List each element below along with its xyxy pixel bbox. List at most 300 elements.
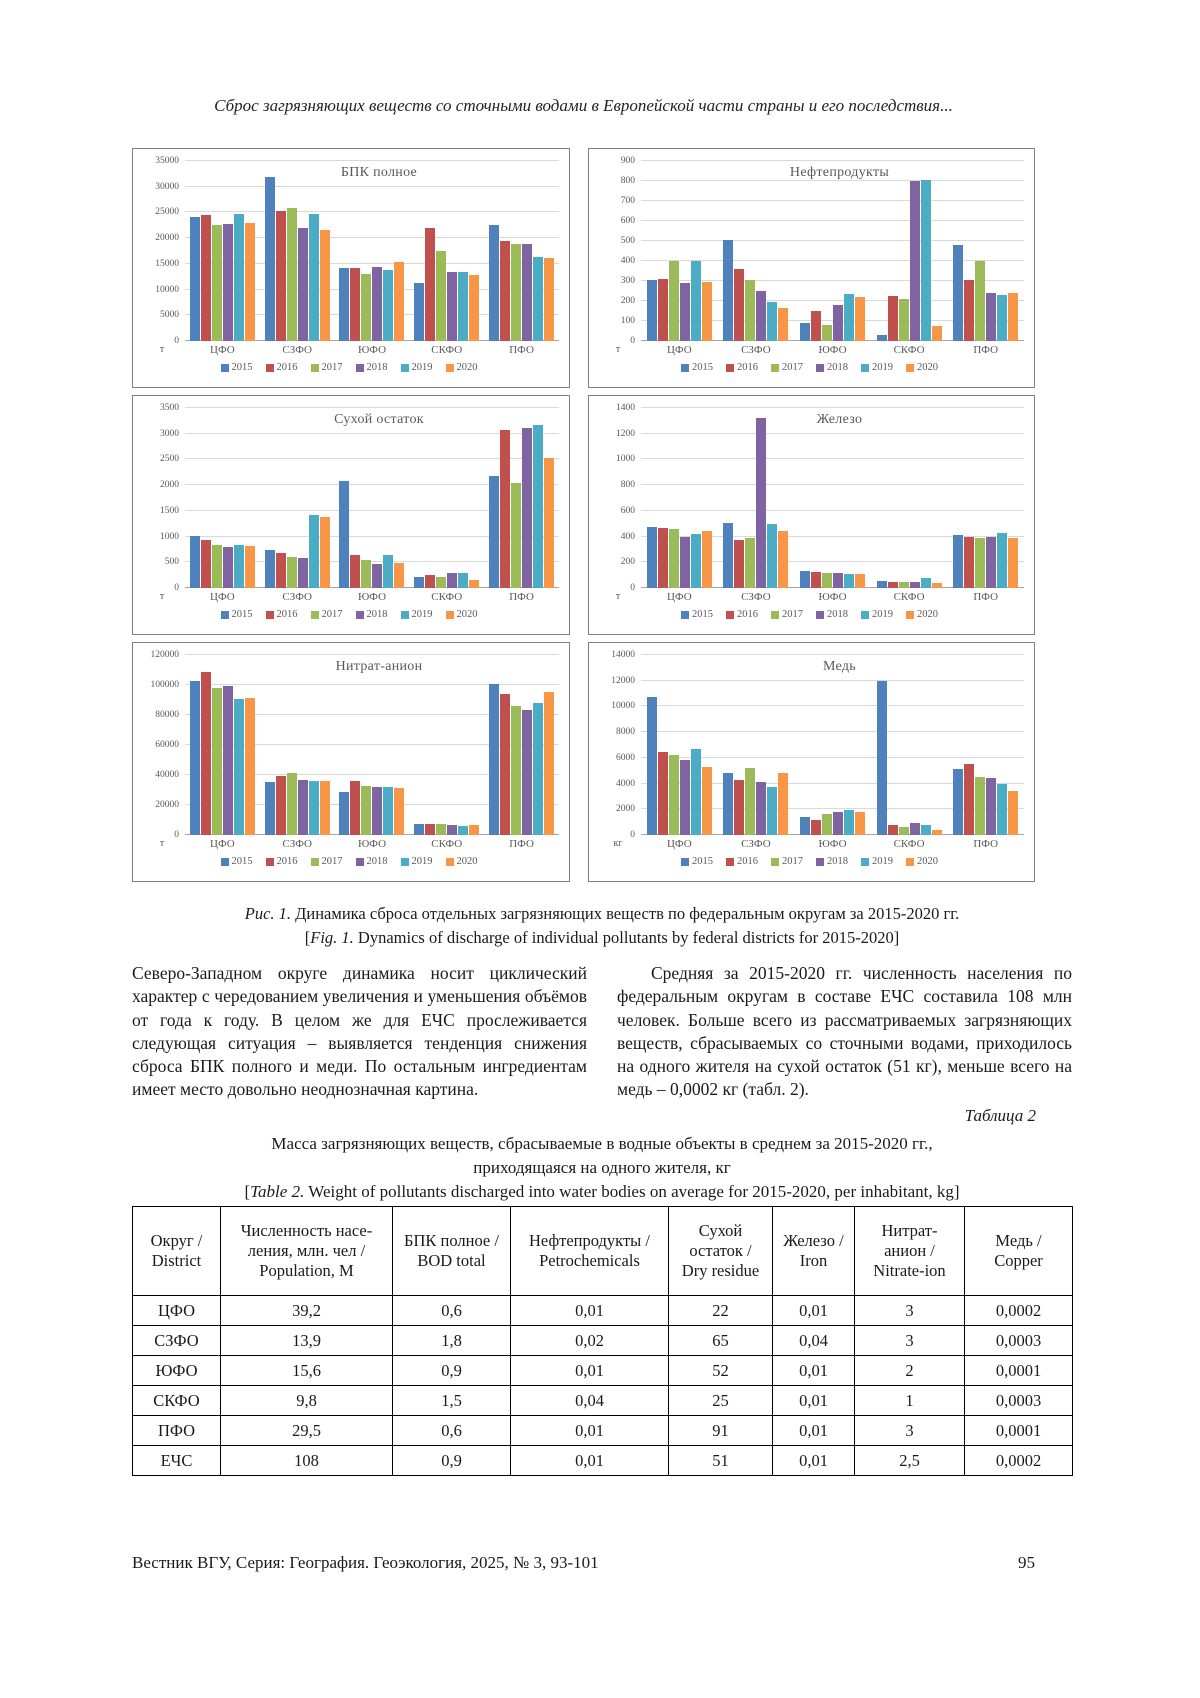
bar-group-ПФО <box>484 408 559 588</box>
legend-item <box>221 609 253 620</box>
legend-label: 2019 <box>872 362 893 373</box>
table-header <box>133 1207 1073 1296</box>
table-cell: 0,01 <box>773 1386 855 1416</box>
legend-swatch <box>356 858 364 866</box>
y-axis <box>595 403 641 593</box>
y-tick-label: 0 <box>174 336 179 346</box>
bar-groups <box>185 655 559 835</box>
bar-group-СКФО <box>409 161 484 341</box>
figure-caption-en-open: [ <box>304 927 311 947</box>
bar-2015 <box>723 523 733 588</box>
bar-2018 <box>756 418 766 588</box>
bar-2018 <box>522 244 532 341</box>
bar-2016 <box>734 269 744 341</box>
table-cell: 0,01 <box>511 1416 669 1446</box>
table-cell: 3 <box>855 1296 965 1326</box>
x-category-label: ЦФО <box>210 838 235 850</box>
bar-2016 <box>658 528 668 588</box>
table-cell: 25 <box>669 1386 773 1416</box>
bar-2018 <box>756 291 766 341</box>
bar-2017 <box>745 280 755 341</box>
figure-caption-en <box>132 926 1072 950</box>
axis-unit-label: т <box>615 344 621 355</box>
legend-swatch <box>356 611 364 619</box>
x-axis-labels <box>185 838 559 850</box>
legend-label: 2019 <box>872 609 893 620</box>
bar-2020 <box>702 767 712 835</box>
bar-2016 <box>734 540 744 588</box>
body-text <box>132 962 1072 1102</box>
bar-groups <box>185 161 559 341</box>
table-cell: 15,6 <box>221 1356 393 1386</box>
chart-title: Железо <box>816 412 863 427</box>
bar-2020 <box>702 531 712 588</box>
bar-2017 <box>511 244 521 341</box>
legend-item <box>311 856 343 867</box>
legend-item <box>816 362 848 373</box>
bar-2017 <box>669 261 679 341</box>
bar-2016 <box>500 694 510 835</box>
bar-2019 <box>691 534 701 588</box>
legend-swatch <box>446 858 454 866</box>
table-header-cell: Железо / Iron <box>773 1207 855 1296</box>
y-tick-label: 6000 <box>616 752 635 763</box>
y-axis <box>139 156 185 346</box>
bar-group-ЦФО <box>641 408 718 588</box>
x-category-label: ПФО <box>973 591 999 603</box>
bar-2017 <box>822 325 832 341</box>
legend-label: 2019 <box>411 609 433 620</box>
bar-2020 <box>469 580 479 588</box>
bar-2015 <box>414 283 424 341</box>
bar-2018 <box>298 558 308 588</box>
bar-2017 <box>975 261 985 341</box>
y-tick-label: 120000 <box>150 650 179 660</box>
x-category-label: СЗФО <box>741 838 771 850</box>
bar-groups <box>641 655 1024 835</box>
bar-2020 <box>394 262 404 341</box>
bar-group-ЮФО <box>794 161 871 341</box>
x-category-label: ПФО <box>973 344 999 356</box>
x-category-label: ЦФО <box>666 344 692 356</box>
bar-2019 <box>383 555 393 588</box>
table-cell: 0,9 <box>393 1356 511 1386</box>
bar-2016 <box>888 296 898 341</box>
legend-swatch <box>726 364 734 372</box>
table-cell: 65 <box>669 1326 773 1356</box>
bar-2015 <box>265 550 275 588</box>
table-cell: 1,5 <box>393 1386 511 1416</box>
bar-2016 <box>276 776 286 835</box>
chart-legend <box>595 362 1024 373</box>
legend-label: 2020 <box>917 609 938 620</box>
bar-2015 <box>800 323 810 341</box>
bar-2020 <box>932 830 942 835</box>
bar-2016 <box>811 820 821 835</box>
legend-label: 2015 <box>692 856 713 867</box>
bar-2017 <box>361 560 371 588</box>
bar-group-ПФО <box>947 655 1024 835</box>
bar-groups <box>641 161 1024 341</box>
bar-group-ЮФО <box>335 408 410 588</box>
legend-label: 2020 <box>456 856 478 867</box>
bar-2017 <box>287 557 297 588</box>
bar-2020 <box>778 308 788 341</box>
legend-label: 2018 <box>827 609 848 620</box>
bar-group-СЗФО <box>718 161 795 341</box>
bar-2016 <box>425 824 435 835</box>
legend-swatch <box>771 858 779 866</box>
bar-2015 <box>723 773 733 835</box>
x-category-label: СКФО <box>431 838 463 850</box>
figure-1-charts <box>132 148 1035 882</box>
bar-2017 <box>287 773 297 835</box>
figure-caption <box>132 902 1072 950</box>
bar-2019 <box>767 302 777 341</box>
bar-2017 <box>287 208 297 341</box>
legend-item <box>266 609 298 620</box>
x-category-label: СЗФО <box>741 344 771 356</box>
chart-title: Медь <box>822 659 856 674</box>
bar-2015 <box>265 782 275 835</box>
legend-swatch <box>726 858 734 866</box>
y-tick-label: 1500 <box>160 505 179 516</box>
bar-group-ЦФО <box>641 161 718 341</box>
table-cell: 0,01 <box>773 1416 855 1446</box>
legend-item <box>726 856 758 867</box>
legend-item <box>446 609 478 620</box>
chart-legend <box>139 856 559 867</box>
bar-2017 <box>212 545 222 588</box>
table-2-title-ru-line2: приходящаяся на одного жителя, кг <box>473 1157 731 1177</box>
legend-label: 2016 <box>276 609 298 620</box>
x-axis-labels <box>641 591 1024 603</box>
bar-2017 <box>822 814 832 835</box>
legend-label: 2015 <box>231 856 253 867</box>
bar-group-СКФО <box>409 408 484 588</box>
bar-2019 <box>997 784 1007 835</box>
table-cell: 0,0001 <box>965 1416 1073 1446</box>
body-right-column: Средняя за 2015-2020 гг. численность населения по федеральным округам в составе ЕЧС составила 108 млн человек. Больше всего из рассматриваемых загрязняющих веществ, сбрасываемых со сточными водами, приходилось на одного жителя на сухой остаток (51 кг), меньше всего на медь – 0,0002 кг (табл. 2). <box>617 963 1072 1100</box>
plot-area <box>185 161 559 341</box>
bar-2019 <box>691 749 701 835</box>
x-category-label: ЮФО <box>357 838 387 850</box>
x-category-label: ПФО <box>509 838 534 850</box>
bar-2015 <box>877 681 887 835</box>
x-category-label: СКФО <box>893 344 925 356</box>
table-cell: 1 <box>855 1386 965 1416</box>
table-cell: 0,02 <box>511 1326 669 1356</box>
bar-2015 <box>339 792 349 835</box>
y-tick-label: 3000 <box>160 428 179 439</box>
legend-item <box>816 609 848 620</box>
bar-2020 <box>544 458 554 588</box>
table-cell: 13,9 <box>221 1326 393 1356</box>
bar-2016 <box>350 781 360 835</box>
bar-2015 <box>800 817 810 835</box>
bar-2019 <box>458 826 468 835</box>
bar-2018 <box>986 778 996 835</box>
bar-2016 <box>425 575 435 588</box>
legend-label: 2016 <box>737 856 758 867</box>
y-axis <box>595 156 641 346</box>
bar-2017 <box>511 706 521 835</box>
legend-swatch <box>771 364 779 372</box>
bar-2015 <box>489 684 499 835</box>
bar-group-СКФО <box>871 655 948 835</box>
y-tick-label: 700 <box>620 196 635 206</box>
bar-2017 <box>899 827 909 835</box>
legend-swatch <box>861 364 869 372</box>
table-2-title-en-text: Weight of pollutants discharged into water bodies on average for 2015-2020, per inhabitant, kg] <box>304 1181 960 1201</box>
legend-item <box>221 362 253 373</box>
x-category-label: СЗФО <box>741 591 771 603</box>
bar-2018 <box>910 823 920 835</box>
table-cell: СЗФО <box>133 1326 221 1356</box>
bar-2015 <box>489 476 499 588</box>
legend-swatch <box>816 611 824 619</box>
bar-2016 <box>201 215 211 341</box>
bar-2020 <box>702 282 712 341</box>
bar-2019 <box>997 533 1007 588</box>
y-tick-label: 800 <box>620 176 635 186</box>
legend-item <box>861 856 893 867</box>
axis-unit-label: т <box>159 591 165 602</box>
legend-swatch <box>906 364 914 372</box>
legend-item <box>356 609 388 620</box>
bar-2015 <box>800 571 810 588</box>
body-left-column: Северо-Западном округе динамика носит циклический характер с чередованием увеличения и уменьшения объёмов от года к году. В целом же для ЕЧС прослеживается следующая ситуация – выявляется тенденция снижения сброса БПК полного и меди. По остальным ингредиентам имеет место довольно неоднозначная картина. <box>132 963 587 1100</box>
legend-item <box>816 856 848 867</box>
legend-item <box>446 362 478 373</box>
bar-2017 <box>436 577 446 588</box>
y-tick-label: 80000 <box>155 710 179 720</box>
legend-swatch <box>681 858 689 866</box>
bar-2019 <box>309 214 319 341</box>
y-tick-label: 0 <box>630 830 635 840</box>
bar-2016 <box>276 553 286 588</box>
bar-2015 <box>953 245 963 341</box>
bar-2020 <box>245 546 255 588</box>
table-header-cell: Медь / Copper <box>965 1207 1073 1296</box>
bar-2018 <box>910 181 920 341</box>
y-tick-label: 2500 <box>160 454 179 465</box>
bar-2018 <box>372 787 382 835</box>
y-axis <box>139 650 185 840</box>
table-cell: 0,01 <box>773 1296 855 1326</box>
y-tick-label: 3500 <box>160 403 179 413</box>
chart-nefteprodukty <box>588 148 1035 388</box>
bar-2017 <box>975 538 985 588</box>
table-cell: 39,2 <box>221 1296 393 1326</box>
table-header-cell: Нефтепродукты / Petrochemicals <box>511 1207 669 1296</box>
legend-label: 2020 <box>456 609 478 620</box>
bar-2017 <box>436 824 446 835</box>
table-header-cell: Нитрат- анион / Nitrate-ion <box>855 1207 965 1296</box>
bar-group-ЦФО <box>641 655 718 835</box>
bar-2017 <box>899 582 909 588</box>
legend-item <box>726 362 758 373</box>
table-cell: 2 <box>855 1356 965 1386</box>
axis-unit-label: кг <box>613 838 623 849</box>
bar-2020 <box>544 258 554 341</box>
table-cell: 0,9 <box>393 1446 511 1476</box>
bar-2018 <box>680 760 690 835</box>
legend-item <box>861 362 893 373</box>
bar-2015 <box>414 824 424 835</box>
x-category-label: СЗФО <box>282 344 312 356</box>
y-tick-label: 30000 <box>155 181 179 192</box>
y-tick-label: 2000 <box>616 804 635 815</box>
bar-group-ЮФО <box>335 655 410 835</box>
table-cell: ЕЧС <box>133 1446 221 1476</box>
table-header-cell: Численность насе- ления, млн. чел / Population, M <box>221 1207 393 1296</box>
legend-swatch <box>221 364 229 372</box>
table-cell: 0,01 <box>511 1446 669 1476</box>
bar-2016 <box>964 764 974 835</box>
chart-legend <box>595 856 1024 867</box>
table-cell: 3 <box>855 1326 965 1356</box>
x-axis-row <box>139 838 559 850</box>
y-tick-label: 600 <box>620 216 635 226</box>
bar-group-ПФО <box>947 161 1024 341</box>
bar-group-СЗФО <box>260 655 335 835</box>
table-cell: 1,8 <box>393 1326 511 1356</box>
bar-2015 <box>265 177 275 341</box>
bar-2019 <box>844 574 854 588</box>
x-category-label: ПФО <box>509 344 534 356</box>
legend-label: 2017 <box>782 609 803 620</box>
legend-swatch <box>861 611 869 619</box>
x-axis-row <box>595 838 1024 850</box>
legend-item <box>221 856 253 867</box>
bar-2018 <box>298 780 308 835</box>
y-tick-label: 14000 <box>611 650 635 660</box>
bar-2019 <box>844 810 854 835</box>
bar-2017 <box>212 225 222 341</box>
legend-swatch <box>726 611 734 619</box>
table-row <box>133 1386 1073 1416</box>
bar-group-ПФО <box>484 655 559 835</box>
y-tick-label: 200 <box>620 296 635 306</box>
y-tick-label: 2000 <box>160 480 179 491</box>
bar-2018 <box>522 710 532 835</box>
legend-label: 2018 <box>827 362 848 373</box>
table-cell: 0,0002 <box>965 1446 1073 1476</box>
x-category-label: СЗФО <box>282 591 312 603</box>
legend-item <box>446 856 478 867</box>
y-tick-label: 0 <box>630 583 635 593</box>
y-tick-label: 40000 <box>155 770 179 780</box>
y-tick-label: 600 <box>620 505 635 516</box>
axis-unit-label: т <box>159 344 165 355</box>
table-2-title-en-open: [ <box>244 1181 251 1201</box>
legend-swatch <box>356 364 364 372</box>
figure-label-ru: Рис. 1. <box>244 904 292 923</box>
bar-2017 <box>361 274 371 341</box>
plot-area <box>641 655 1024 835</box>
bar-2019 <box>844 294 854 341</box>
table-cell: 22 <box>669 1296 773 1326</box>
bar-2016 <box>350 268 360 341</box>
table-row <box>133 1416 1073 1446</box>
legend-swatch <box>861 858 869 866</box>
legend-item <box>861 609 893 620</box>
bar-2016 <box>276 211 286 341</box>
legend-swatch <box>401 858 409 866</box>
table-cell: ЮФО <box>133 1356 221 1386</box>
bar-2016 <box>350 555 360 588</box>
bar-2020 <box>778 531 788 588</box>
x-category-label: ПФО <box>973 838 999 850</box>
table-cell: 0,6 <box>393 1416 511 1446</box>
legend-item <box>771 609 803 620</box>
table-cell: СКФО <box>133 1386 221 1416</box>
bar-2020 <box>245 223 255 341</box>
table-cell: 29,5 <box>221 1416 393 1446</box>
bar-2017 <box>899 299 909 341</box>
chart-zhelezo <box>588 395 1035 635</box>
bar-2018 <box>986 537 996 588</box>
table-cell: 108 <box>221 1446 393 1476</box>
chart-plot-row <box>139 156 559 346</box>
bar-2016 <box>964 280 974 341</box>
y-tick-label: 1000 <box>616 454 635 465</box>
bar-2018 <box>223 224 233 341</box>
legend-item <box>401 609 433 620</box>
x-category-label: ЦФО <box>666 591 692 603</box>
table-row <box>133 1446 1073 1476</box>
bar-2019 <box>309 781 319 835</box>
legend-item <box>311 362 343 373</box>
chart-title: Нефтепродукты <box>789 165 890 180</box>
x-category-label: ЮФО <box>818 838 847 850</box>
x-axis-row <box>139 344 559 356</box>
y-tick-label: 15000 <box>155 258 179 269</box>
bar-2020 <box>778 773 788 835</box>
legend-label: 2016 <box>737 362 758 373</box>
bar-2018 <box>833 305 843 341</box>
bar-2015 <box>877 581 887 588</box>
legend-label: 2016 <box>276 362 298 373</box>
bar-2015 <box>953 535 963 588</box>
bar-2016 <box>658 752 668 835</box>
x-category-label: СЗФО <box>282 838 312 850</box>
legend-swatch <box>266 858 274 866</box>
table-cell: 0,01 <box>773 1356 855 1386</box>
legend-label: 2019 <box>411 856 433 867</box>
bar-2016 <box>964 537 974 588</box>
table-cell: 0,0002 <box>965 1296 1073 1326</box>
legend-swatch <box>446 364 454 372</box>
legend-label: 2018 <box>366 609 388 620</box>
bar-2018 <box>756 782 766 835</box>
legend-item <box>266 362 298 373</box>
bar-groups <box>185 408 559 588</box>
y-tick-label: 8000 <box>616 727 635 738</box>
bar-2017 <box>212 688 222 835</box>
legend-swatch <box>311 858 319 866</box>
legend-swatch <box>266 364 274 372</box>
bar-group-СЗФО <box>260 408 335 588</box>
bar-2019 <box>234 699 244 835</box>
y-axis <box>595 650 641 840</box>
legend-label: 2017 <box>321 362 343 373</box>
legend-swatch <box>681 611 689 619</box>
x-axis-labels <box>641 344 1024 356</box>
legend-swatch <box>266 611 274 619</box>
bar-2017 <box>822 573 832 588</box>
